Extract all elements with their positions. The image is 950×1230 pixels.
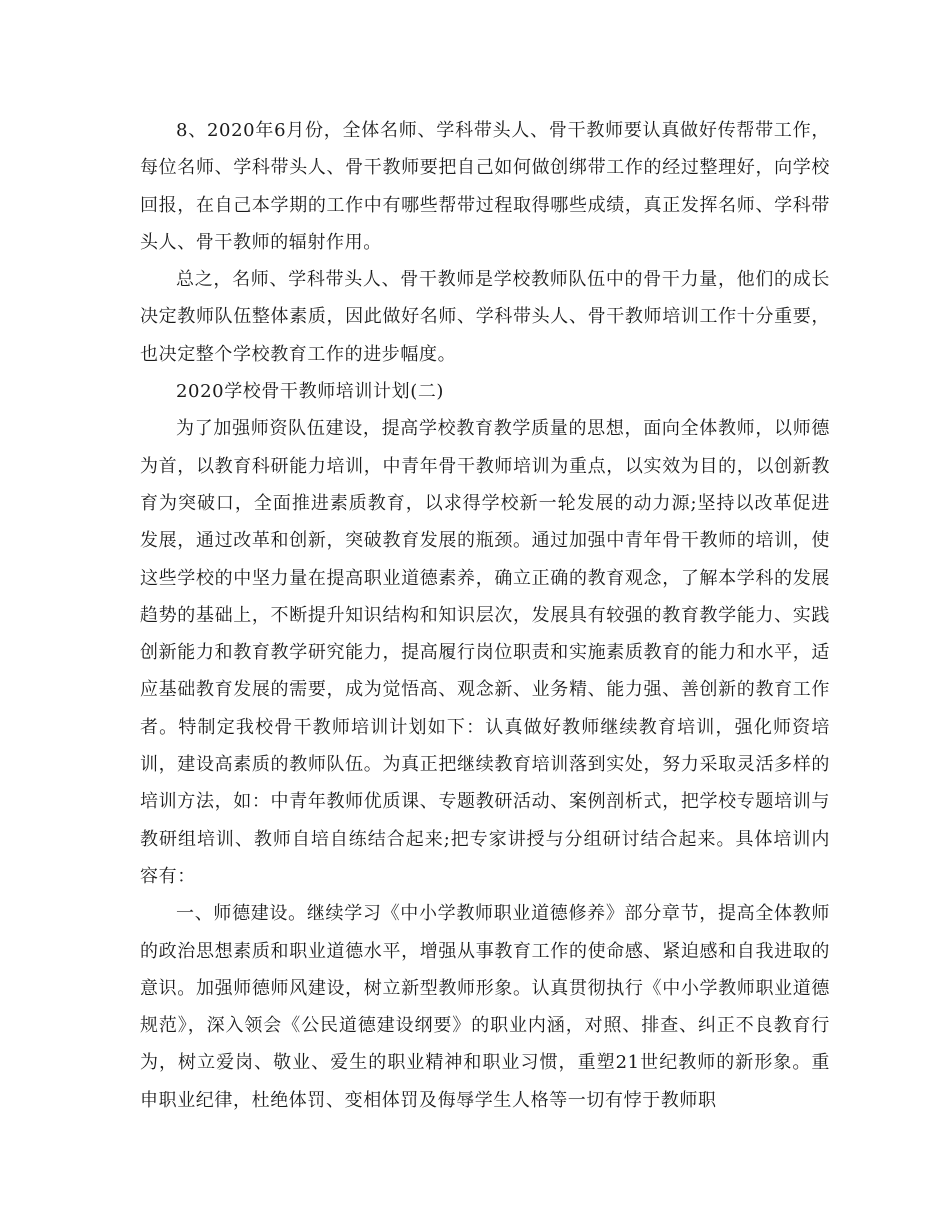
- paragraph-ethics: 一、师德建设。继续学习《中小学教师职业道德修养》部分章节，提高全体教师的政治思想素质和职业道德水平，增强从事教育工作的使命感、紧迫感和自我进取的意识。加强师德师风建设，树立新型教师形象。认真贯彻执行《中小学教师职业道德规范》，深入领会《公民道德建设纲要》的职业内涵，对照、排查、纠正不良教育行为，树立爱岗、敬业、爱生的职业精神和职业习惯，重塑21世纪教师的新形象。重申职业纪律，杜绝体罚、变相体罚及侮辱学生人格等一切有悖于教师职: [140, 903, 830, 1111]
- document-body: [140, 112, 830, 1119]
- paragraph-summary: 总之，名师、学科带头人、骨干教师是学校教师队伍中的骨干力量，他们的成长决定教师队伍整体素质，因此做好名师、学科带头人、骨干教师培训工作十分重要，也决定整个学校教育工作的进步幅度。: [140, 269, 830, 365]
- paragraph-intro: 为了加强师资队伍建设，提高学校教育教学质量的思想，面向全体教师，以师德为首，以教育科研能力培训，中青年骨干教师培训为重点，以实效为目的，以创新教育为突破口，全面推进素质教育，以求得学校新一轮发展的动力源;坚持以改革促进发展，通过改革和创新，突破教育发展的瓶颈。通过加强中青年骨干教师的培训，使这些学校的中坚力量在提高职业道德素养，确立正确的教育观念，了解本学科的发展趋势的基础上，不断提升知识结构和知识层次，发展具有较强的教育教学能力、实践创新能力和教育教学研究能力，提高履行岗位职责和实施素质教育的能力和水平，适应基础教育发展的需要，成为觉悟高、观念新、业务精、能力强、善创新的教育工作者。特制定我校骨干教师培训计划如下：认真做好教师继续教育培训，强化师资培训，建设高素质的教师队伍。为真正把继续教育培训落到实处，努力采取灵活多样的培训方法，如：中青年教师优质课、专题教研活动、案例剖析式，把学校专题培训与教研组培训、教师自培自练结合起来;把专家讲授与分组研讨结合起来。具体培训内容有：: [140, 418, 830, 887]
- paragraph-item-8: 8、2020年6月份，全体名师、学科带头人、骨干教师要认真做好传帮带工作，每位名师、学科带头人、骨干教师要把自己如何做创绑带工作的经过整理好，向学校回报，在自己本学期的工作中有哪些帮带过程取得哪些成绩，真正发挥名师、学科带头人、骨干教师的辐射作用。: [140, 120, 830, 253]
- section-heading: 2020学校骨干教师培训计划(二): [176, 381, 445, 403]
